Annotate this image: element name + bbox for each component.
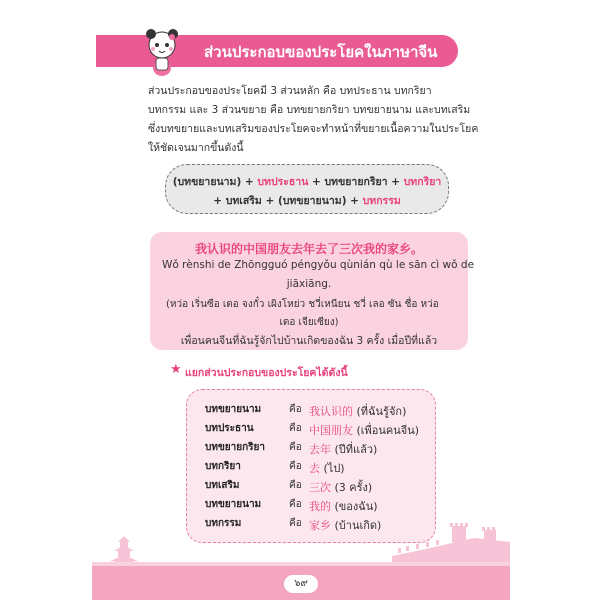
analysis-chinese: 去: [309, 462, 320, 475]
intro-line: บทกรรม และ 3 ส่วนขยาย คือ บทขยายกริยา บทขยายนาม และบทเสริม: [148, 104, 471, 116]
analysis-label: บทขยายกริยา: [205, 442, 266, 453]
analysis-value: [309, 459, 345, 477]
analysis-kue: คือ: [289, 442, 302, 453]
mascot-icon: [142, 28, 182, 76]
analysis-chinese: 我认识的: [309, 405, 353, 418]
analysis-thai: (ไป): [320, 462, 345, 475]
example-thai-reading-line-1: (หว่อ เริ่นซือ เตอ จงกั๋ว เผิงโหย่ว ชวี่เหนียน ชวี่ เลอ ซัน ชื่อ หว่อ: [166, 299, 439, 310]
example-translation: เพื่อนคนจีนที่ฉันรู้จักไปบ้านเกิดของฉัน 3 ครั้ง เมื่อปีที่แล้ว: [180, 335, 438, 347]
analysis-kue: คือ: [289, 423, 302, 434]
star-icon: ★: [170, 362, 182, 377]
formula-part: (บทขยายนาม) +: [172, 176, 258, 188]
analysis-label: บทขยายนาม: [205, 499, 262, 510]
formula-part-verb: บทกริยา: [403, 176, 442, 188]
analysis-subheading: แยกส่วนประกอบของประโยคได้ดังนี้: [185, 367, 348, 379]
analysis-label: บทกรรม: [205, 518, 242, 529]
formula-part: + บทเสริม + (บทขยายนาม) +: [213, 195, 363, 207]
analysis-chinese: 三次: [309, 481, 331, 494]
formula-line-2: [166, 192, 448, 209]
example-pinyin-line-1: Wǒ rènshi de Zhōngguó péngyǒu qùnián qù le sān cì wǒ de: [162, 259, 475, 271]
analysis-kue: คือ: [289, 480, 302, 491]
analysis-chinese: 中国朋友: [309, 424, 353, 437]
analysis-thai: (บ้านเกิด): [331, 519, 382, 532]
analysis-chinese: 我的: [309, 500, 331, 513]
analysis-chinese: 去年: [309, 443, 331, 456]
analysis-thai: (ของฉัน): [331, 500, 378, 513]
analysis-kue: คือ: [289, 518, 302, 529]
analysis-kue: คือ: [289, 404, 302, 415]
analysis-value: [309, 440, 377, 458]
great-wall-icon: [392, 518, 510, 566]
analysis-value: [309, 497, 378, 515]
example-pinyin-line-2: jiāxiāng.: [286, 278, 332, 290]
analysis-value: [309, 478, 372, 496]
example-thai-reading-line-2: เตอ เจียเซียง): [279, 317, 339, 328]
intro-paragraph: [148, 82, 479, 158]
analysis-chinese: 家乡: [309, 519, 331, 532]
analysis-kue: คือ: [289, 461, 302, 472]
formula-line-1: [166, 173, 448, 190]
structure-formula-box: [165, 164, 449, 214]
intro-line: ซึ่งบทขยายและบทเสริมของประโยคจะทำหน้าที่ขยายเนื้อความในประโยค: [148, 123, 479, 135]
intro-line: ส่วนประกอบของประโยคมี 3 ส่วนหลัก คือ บทประธาน บทกริยา: [148, 85, 432, 97]
page-number: ๖๙: [284, 575, 318, 593]
analysis-value: [309, 402, 406, 420]
analysis-label: บทเสริม: [205, 480, 240, 491]
analysis-thai: (ปีที่แล้ว): [331, 443, 378, 456]
analysis-label: บทขยายนาม: [205, 404, 262, 415]
analysis-label: บทประธาน: [205, 423, 254, 434]
analysis-label: บทกริยา: [205, 461, 241, 472]
example-chinese: 我认识的中国朋友去年去了三次我的家乡。: [194, 242, 423, 256]
formula-part-subject: บทประธาน: [257, 176, 309, 188]
formula-part: + บทขยายกริยา +: [308, 176, 404, 188]
analysis-kue: คือ: [289, 499, 302, 510]
analysis-value: [309, 421, 419, 439]
page-title: ส่วนประกอบของประโยคในภาษาจีน: [204, 43, 438, 61]
analysis-thai: (เพื่อนคนจีน): [353, 424, 420, 437]
analysis-thai: (3 ครั้ง): [331, 481, 373, 494]
example-sentence-box: [150, 232, 475, 350]
analysis-value: [309, 516, 381, 534]
analysis-thai: (ที่ฉันรู้จัก): [353, 405, 407, 418]
intro-line: ให้ชัดเจนมากขึ้นดังนี้: [148, 142, 244, 154]
formula-part-object: บทกรรม: [362, 195, 401, 207]
